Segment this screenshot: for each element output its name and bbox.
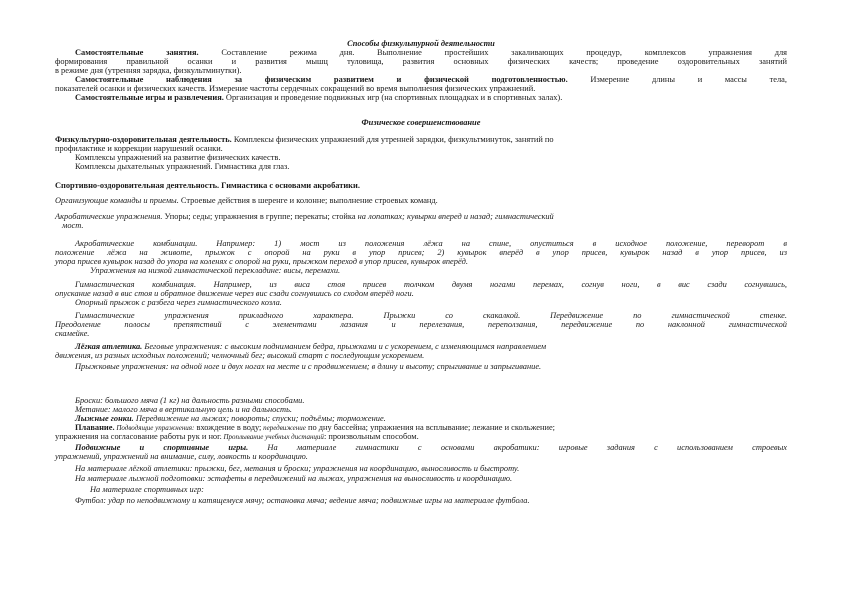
ski-heading: Лыжные гонки. [75, 414, 134, 423]
applied-line-1: Гимнастические упражнения прикладного характера. Прыжки со скакалкой. Передвижение по гимнастической стенке. [75, 311, 787, 320]
intro-line-1: Самостоятельные занятия. Составление режима дня. Выполнение простейших закаливающих процедур, комплексов упражнения для [75, 48, 787, 57]
sport-heading: Спортивно-оздоровительная деятельность. Гимнастика с основами акробатики. [55, 181, 360, 190]
page-title: Способы физкультурной деятельности [347, 39, 495, 48]
intro-line-6: Самостоятельные игры и развлечения. Организация и проведение подвижных игр (на спортивных площадках и в спортивных залах). [75, 93, 563, 102]
org-line: Организующие команды и приемы. Строевые действия в шеренге и колонне; выполнение строевых команд. [55, 196, 438, 205]
games-line-4: На материале лыжной подготовки: эстафеты в передвижений на лыжах, упражнения на выносливость и координацию. [75, 474, 513, 483]
throws-line-2: Метание: малого мяча в вертикальную цель и на дальность. [75, 405, 292, 414]
gymcombo-line-1: Гимнастическая комбинация. Например, из виса стоя присев толчком двумя ногами перемах, согнув ноги, в вис сзади согнувшись, [75, 280, 787, 289]
games-line-6: Футбол: удар по неподвижному и катящемуся мячу; остановка мяча; ведение мяча; подвижные игры на материале футбола. [75, 496, 530, 505]
intro-line-4: Самостоятельные наблюдения за физическим развитием и физической подготовленностью. Измерение длины и массы тела, [75, 75, 787, 84]
health-line-1: Физкультурно-оздоровительная деятельность. Комплексы физических упражнений для утренней зарядки, физкультминуток, занятий по [55, 135, 554, 144]
games-line-2: упражнений, упражнений на внимание, силу, ловкость и координацию. [55, 452, 308, 461]
intro-line-5: показателей осанки и физических качеств. Измерение частоты сердечных сокращений во время выполнения физических упражнений. [55, 84, 536, 93]
games-line-3: На материале лёгкой атлетики: прыжки, бег, метания и броски; упражнения на координацию, выносливость и быстроту. [75, 464, 520, 473]
health-line-3: Комплексы упражнений на развитие физических качеств. [75, 153, 281, 162]
games-line-5: На материале спортивных игр: [90, 485, 204, 494]
swim-line-1: Плавание. Подводящие упражнения: вхождение в воду; передвижение по дну бассейна; упражнения на всплывание; лежание и скольжение; [75, 423, 556, 432]
applied-line-3: скамейке. [55, 329, 90, 338]
swim-heading: Плавание. [75, 423, 115, 432]
intro-line-3: в режиме дня (утренняя зарядка, физкультминутки). [55, 66, 242, 75]
health-line-2: профилактике и коррекции нарушений осанки. [55, 144, 223, 153]
acro-line-2: мост. [62, 221, 84, 230]
athletics-heading: Лёгкая атлетика. [75, 342, 143, 351]
athletics-line-3: Прыжковые упражнения: на одной ноге и двух ногах на месте и с продвижением; в длину и высоту; спрыгивание и запрыгивание. [75, 362, 542, 371]
sport-games-heading: Подвижные и спортивные игры. [75, 443, 249, 452]
observations-heading: Самостоятельные наблюдения за физическим развитием и физической подготовленностью. [75, 75, 568, 84]
health-heading: Физкультурно-оздоровительная деятельность. [55, 135, 232, 144]
health-line-4: Комплексы дыхательных упражнений. Гимнастика для глаз. [75, 162, 290, 171]
self-study-heading: Самостоятельные занятия. [75, 48, 199, 57]
combo-line-2: положение лёжа на животе, прыжок с опорой на руки в упор присев; 2) кувырок вперёд в упор присев, кувырок назад в упор присев, из [55, 248, 787, 257]
athletics-line-1: Лёгкая атлетика. Беговые упражнения: с высоким подниманием бедра, прыжками и с ускорением, с изменяющимся направлением [75, 342, 547, 351]
swim-line-2: упражнения на согласование работы рук и ног. Проплывание учебных дистанций: произвольным способом. [55, 432, 419, 441]
ski-line: Лыжные гонки. Передвижение на лыжах; повороты; спуски; подъёмы; торможение. [75, 414, 386, 423]
games-heading: Самостоятельные игры и развлечения. [75, 93, 224, 102]
applied-line-2: Преодоление полосы препятствий с элементами лазания и перелезания, переползания, передвижение по наклонной гимнастической [55, 320, 787, 329]
acro-line-1: Акробатические упражнения. Упоры; седы; упражнения в группе; перекаты; стойка на лопатках; кувырки вперед и назад; гимнастический [55, 212, 554, 221]
gymcombo-line-2: опускание назад в вис стоя и обратное движение через вис сзади согнувшись со сходом вперёд ноги. [55, 289, 414, 298]
combo-line-3: упора присев кувырок назад до упора на коленях с опорой на руки, прыжком переход в упор присев, кувырок вперёд. [55, 257, 468, 266]
combo-line-1: Акробатические комбинации. Например: 1) мост из положения лёжа на спине, опуститься в исходное положение, переворот в [75, 239, 787, 248]
gymcombo-line-3: Опорный прыжок с разбега через гимнастического козла. [75, 298, 282, 307]
combo-line-4: Упражнения на низкой гимнастической перекладине: висы, перемахи. [90, 266, 341, 275]
intro-line-2: формирования правильной осанки и развития мышц туловища, развития основных физических качеств; проведение оздоровительных занятий [55, 57, 787, 66]
throws-line-1: Броски: большого мяча (1 кг) на дальность разными способами. [75, 396, 305, 405]
games-line-1: Подвижные и спортивные игры. На материале гимнастики с основами акробатики: игровые задания с использованием строевых [75, 443, 787, 452]
athletics-line-2: движения, из разных исходных положений; челночный бег; высокий старт с последующим ускорением. [55, 351, 425, 360]
section-title: Физическое совершенствование [361, 118, 481, 127]
